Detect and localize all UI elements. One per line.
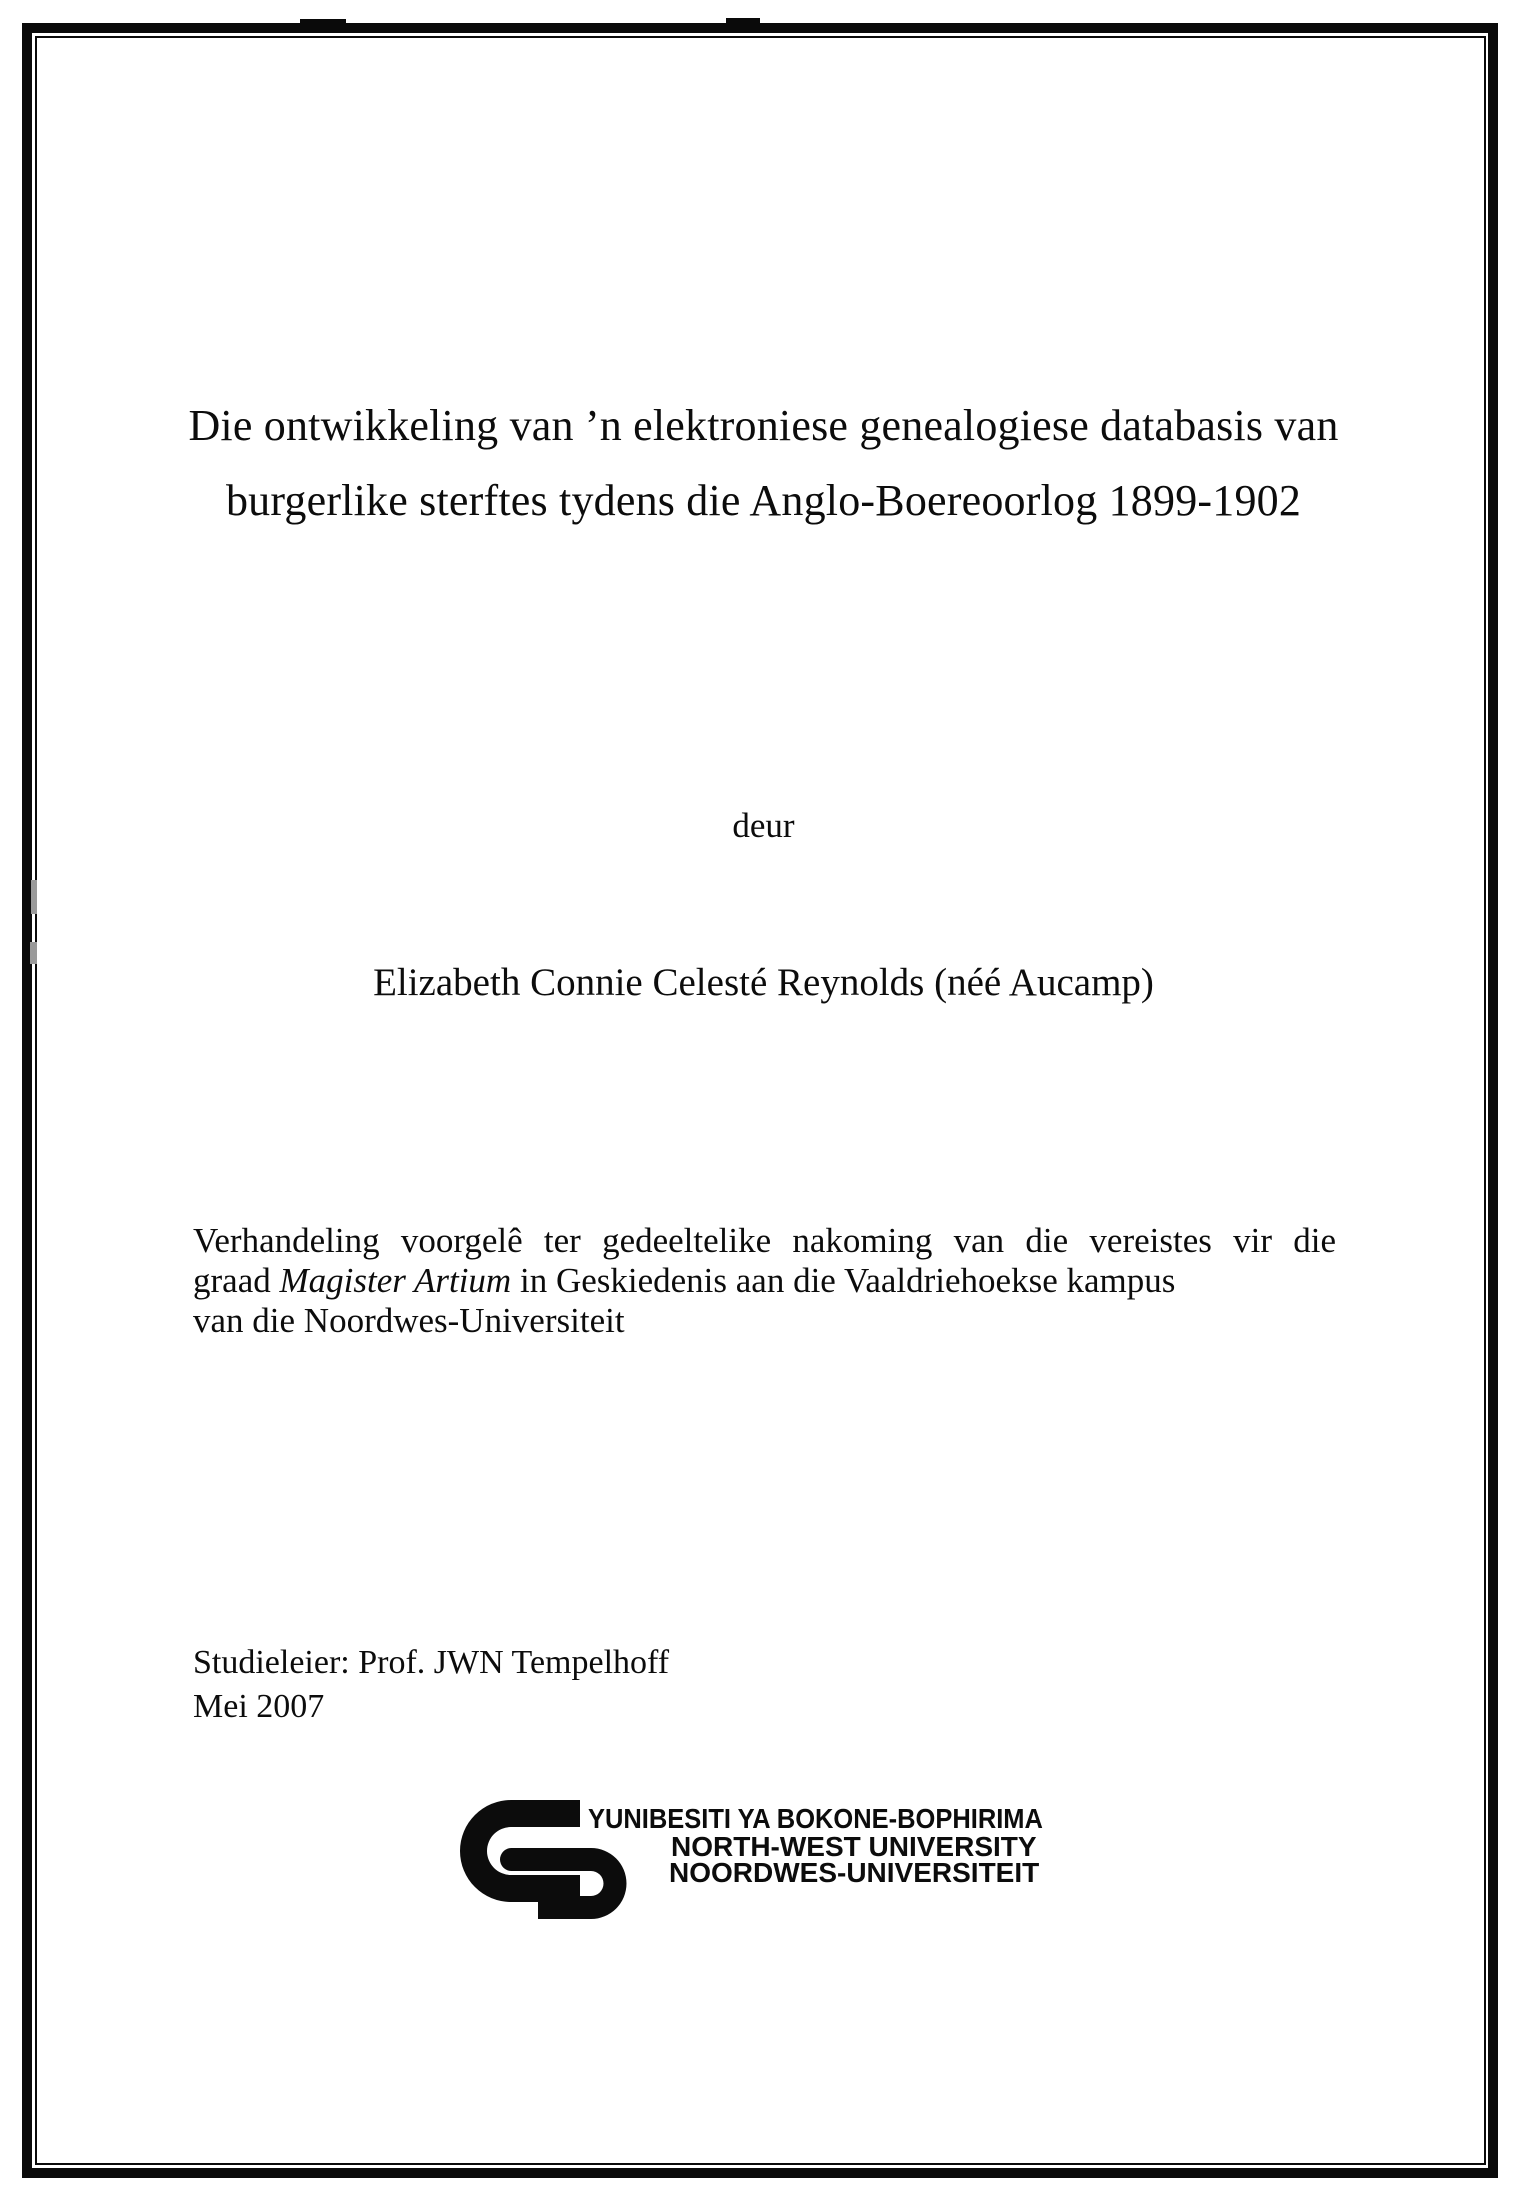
scan-artifact	[31, 880, 37, 914]
supervisor-line: Studieleier: Prof. JWN Tempelhoff	[193, 1644, 670, 1681]
declaration-line-3: van die Noordwes-Universiteit	[193, 1301, 625, 1340]
scan-artifact	[300, 19, 346, 24]
declaration-line-2-suffix: in Geskiedenis aan die Vaaldriehoekse kampus	[519, 1261, 1176, 1300]
declaration-line-2-prefix: graad	[193, 1261, 271, 1300]
supervisor-block	[193, 1641, 669, 1729]
thesis-title	[100, 388, 1427, 538]
logo-text-line-1: YUNIBESITI YA BOKONE-BOPHIRIMA	[588, 1803, 1043, 1834]
scan-artifact	[726, 18, 760, 24]
scan-artifact	[548, 2172, 600, 2177]
thesis-title-line-1: Die ontwikkeling van ’n elektroniese genealogiese databasis van	[188, 401, 1339, 450]
degree-name-italic: Magister Artium	[279, 1261, 512, 1300]
logo-text-line-2: NORTH-WEST UNIVERSITY	[671, 1831, 1037, 1862]
thesis-title-line-2: burgerlike sterftes tydens die Anglo-Boereoorlog 1899-1902	[225, 476, 1302, 525]
author-name: Elizabeth Connie Celesté Reynolds (néé Aucamp)	[373, 961, 1154, 1004]
logo-text-line-3: NOORDWES-UNIVERSITEIT	[669, 1857, 1040, 1888]
declaration-paragraph	[193, 1221, 1336, 1341]
declaration-line-2	[193, 1261, 1336, 1301]
byline: deur	[732, 806, 795, 845]
declaration-line-1: Verhandeling voorgelê ter gedeeltelike nakoming van die vereistes vir die	[193, 1221, 1336, 1260]
date-line: Mei 2007	[193, 1688, 325, 1725]
